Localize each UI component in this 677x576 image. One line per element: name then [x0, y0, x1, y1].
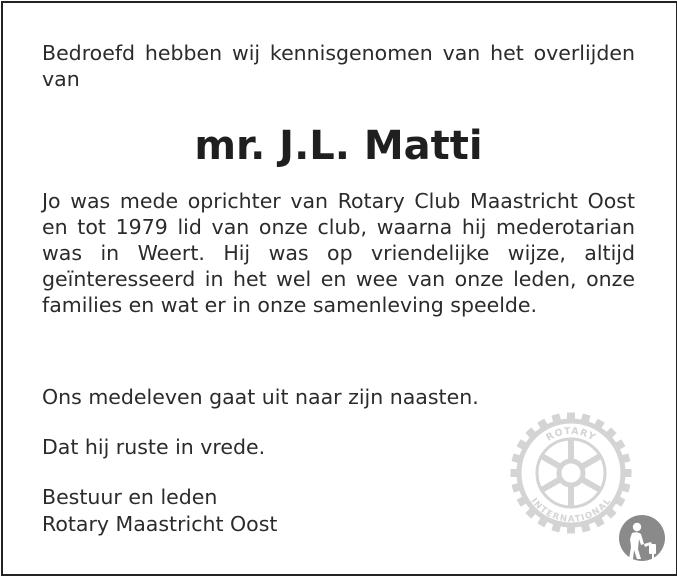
- intro-text: Bedroefd hebben wij kennisgenomen van het overlijden van: [42, 41, 635, 91]
- signature-line-1: Bestuur en leden: [42, 485, 218, 509]
- emblem-top-text: ROTARY: [544, 425, 598, 444]
- body-text: Jo was mede oprichter van Rotary Club Maastricht Oost en tot 1979 lid van onze club, waarna hij mederotarian was in Weert. Hij was op vriendelijke wijze, altijd geïnteresseerd in het wel en wee van onze leden, onze families en wat er in onze samenleving speelde.: [42, 189, 635, 317]
- sympathy-text: Ons medeleven gaat uit naar zijn naasten.: [42, 385, 479, 409]
- signature-line-2: Rotary Maastricht Oost: [42, 512, 278, 536]
- deceased-name: mr. J.L. Matti: [194, 123, 483, 169]
- mourning-figure-icon: [618, 514, 666, 562]
- rest-in-peace-text: Dat hij ruste in vrede.: [42, 435, 266, 459]
- rotary-emblem-icon: [508, 410, 634, 536]
- emblem-bottom-text: INTERNATIONAL: [528, 496, 614, 525]
